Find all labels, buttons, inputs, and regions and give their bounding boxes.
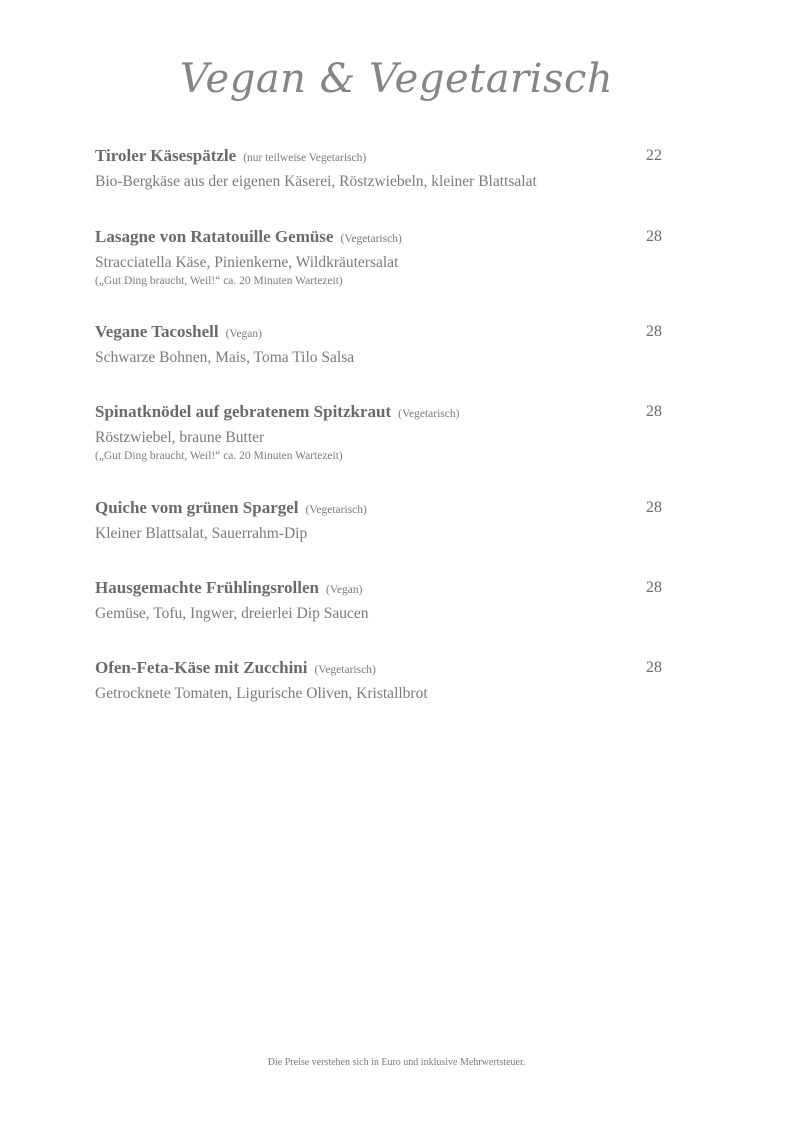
item-tag: (Vegetarisch) (305, 504, 367, 516)
item-note: („Gut Ding braucht, Weil!“ ca. 20 Minuten Wartezeit) (95, 450, 343, 462)
item-tag: (nur teilweise Vegetarisch) (243, 152, 367, 164)
item-name: Tiroler Käsespätzle (95, 146, 237, 165)
item-description: Stracciatella Käse, Pinienkerne, Wildkräutersalat (95, 254, 399, 271)
item-description: Röstzwiebel, braune Butter (95, 429, 265, 446)
item-tag: (Vegetarisch) (314, 664, 376, 676)
item-price: 22 (646, 147, 662, 164)
menu-item-ofen-feta (95, 656, 665, 704)
item-name: Lasagne von Ratatouille Gemüse (95, 227, 334, 246)
item-name: Spinatknödel auf gebratenem Spitzkraut (95, 402, 392, 421)
menu-item-spinatknoedel (95, 400, 665, 464)
item-price: 28 (646, 579, 662, 596)
menu-item-fruehlingsrollen (95, 576, 665, 624)
item-name: Hausgemachte Frühlingsrollen (95, 578, 319, 597)
item-price: 28 (646, 659, 662, 676)
item-name: Vegane Tacoshell (95, 322, 219, 341)
item-description: Gemüse, Tofu, Ingwer, dreierlei Dip Saucen (95, 605, 369, 622)
item-tag: (Vegan) (326, 584, 363, 596)
item-description: Kleiner Blattsalat, Sauerrahm-Dip (95, 525, 308, 542)
menu-item-quiche (95, 496, 665, 544)
item-note: („Gut Ding braucht, Weil!“ ca. 20 Minuten Wartezeit) (95, 275, 343, 287)
item-price: 28 (646, 499, 662, 516)
item-tag: (Vegetarisch) (398, 408, 460, 420)
menu-item-tacoshell (95, 320, 665, 368)
item-name: Quiche vom grünen Spargel (95, 498, 299, 517)
item-price: 28 (646, 323, 662, 340)
item-description: Bio-Bergkäse aus der eigenen Käserei, Röstzwiebeln, kleiner Blattsalat (95, 173, 537, 190)
item-price: 28 (646, 228, 662, 245)
item-tag: (Vegetarisch) (340, 233, 402, 245)
item-name: Ofen-Feta-Käse mit Zucchini (95, 658, 308, 677)
item-description: Schwarze Bohnen, Mais, Toma Tilo Salsa (95, 349, 355, 366)
item-description: Getrocknete Tomaten, Ligurische Oliven, Kristallbrot (95, 685, 428, 702)
price-footnote: Die Preise verstehen sich in Euro und inklusive Mehrwertsteuer. (267, 1057, 526, 1068)
menu-item-kaesespaetzle (95, 144, 665, 192)
menu-item-lasagne (95, 225, 665, 289)
item-tag: (Vegan) (225, 328, 262, 340)
page-title: Vegan & Vegetarisch (179, 56, 614, 102)
item-price: 28 (646, 403, 662, 420)
